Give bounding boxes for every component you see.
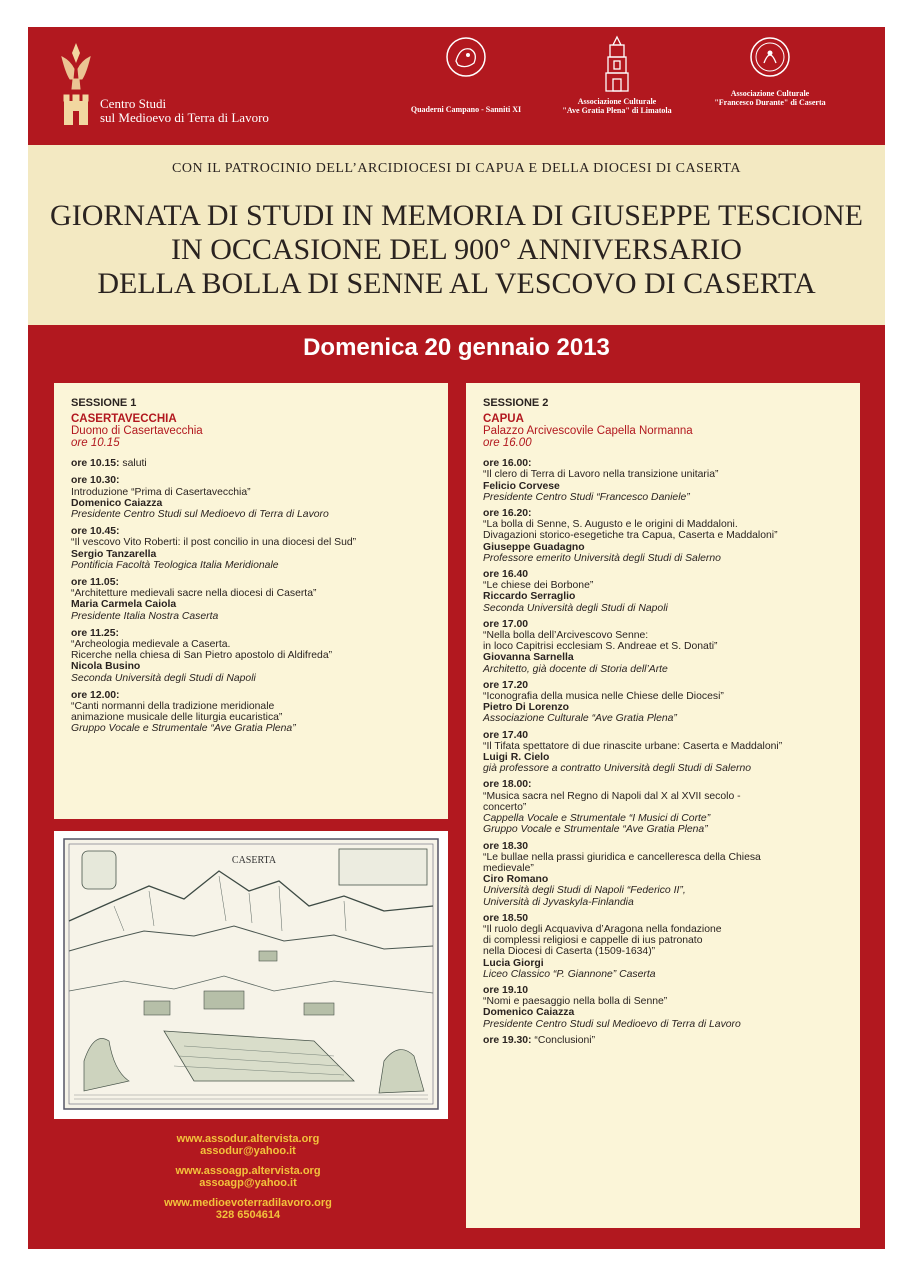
item-time: ore 18.50 bbox=[483, 912, 529, 924]
talk-title-line: in loco Capitrisi ecclesiam S. Andreae et S. Donati” bbox=[483, 641, 718, 653]
program-item bbox=[483, 985, 850, 1030]
session-time: ore 10.15 bbox=[71, 437, 120, 450]
talk-title-line: “Il ruolo degli Acquaviva d’Aragona nella fondazione bbox=[483, 923, 722, 935]
contact-phone: 328 6504614 bbox=[215, 1209, 281, 1221]
program-item bbox=[483, 619, 850, 675]
durante-seal-icon bbox=[748, 35, 792, 79]
session-label: SESSIONE 1 bbox=[71, 397, 137, 409]
speaker-role: Seconda Università degli Studi di Napoli bbox=[483, 602, 668, 614]
org-logo-icon bbox=[56, 39, 96, 129]
poster bbox=[28, 27, 885, 1249]
contact-links bbox=[128, 1133, 368, 1221]
org-name: Centro Studi sul Medioevo di Terra di Lavoro bbox=[100, 96, 269, 125]
talk-title-line: concerto” bbox=[483, 801, 527, 813]
speaker-name: Pietro Di Lorenzo bbox=[483, 702, 570, 714]
speaker-role: Professore emerito Università degli Studi di Salerno bbox=[483, 552, 721, 564]
speaker-name: Felicio Corvese bbox=[483, 480, 560, 492]
program-item bbox=[71, 628, 438, 684]
speaker-role: Cappella Vocale e Strumentale “I Musici di Corte” Gruppo Vocale e Strumentale “Ave Gratia Plena” bbox=[483, 813, 711, 836]
speaker-name: Luigi R. Cielo bbox=[483, 752, 550, 764]
talk-title-line: medievale” bbox=[483, 862, 534, 874]
session-venue: Palazzo Arcivescovile Capella Normanna bbox=[483, 425, 693, 438]
item-time: ore 18.00: bbox=[483, 779, 532, 791]
caserta-engraving-image bbox=[54, 831, 448, 1119]
talk-title-line: “Iconografia della musica nelle Chiese delle Diocesi” bbox=[483, 691, 724, 703]
program-item bbox=[483, 458, 850, 503]
session-1-panel bbox=[54, 383, 448, 819]
speaker-name: Ciro Romano bbox=[483, 874, 549, 886]
speaker-role: Presidente Centro Studi “Francesco Daniele” bbox=[483, 491, 690, 503]
program-item bbox=[483, 680, 850, 725]
speaker-name: Giuseppe Guadagno bbox=[483, 541, 585, 553]
item-time: ore 17.40 bbox=[483, 729, 529, 741]
talk-title-line: di complessi religiosi e cappelle di ius patronato bbox=[483, 935, 703, 947]
talk-title-line: “Musica sacra nel Regno di Napoli dal X al XVII secolo - bbox=[483, 790, 741, 802]
speaker-role: Gruppo Vocale e Strumentale “Ave Gratia Plena” bbox=[71, 723, 296, 735]
speaker-name: Lucia Giorgi bbox=[483, 957, 544, 969]
speaker-role: Associazione Culturale “Ave Gratia Plena” bbox=[483, 713, 677, 725]
link-assodur-email[interactable]: assodur@yahoo.it bbox=[200, 1145, 296, 1157]
talk-title-line: nella Diocesi di Caserta (1509-1634)” bbox=[483, 946, 656, 958]
patrocinio: CON IL PATROCINIO DELL’ARCIDIOCESI DI CAPUA E DELLA DIOCESI DI CASERTA bbox=[172, 161, 741, 176]
program-item bbox=[483, 569, 850, 614]
session-time: ore 16.00 bbox=[483, 437, 532, 450]
program-item bbox=[71, 475, 438, 520]
sponsor-ave-gratia-plena: Associazione Culturale "Ave Gratia Plena" di Limatola bbox=[547, 35, 687, 115]
item-time: ore 19.30: bbox=[483, 1034, 532, 1046]
talk-title-line: “Il vescovo Vito Roberti: il post concilio in una diocesi del Sud” bbox=[71, 537, 357, 549]
speaker-role: Presidente Centro Studi sul Medioevo di Terra di Lavoro bbox=[483, 1018, 741, 1030]
talk-title-line: “Il clero di Terra di Lavoro nella transizione unitaria” bbox=[483, 469, 719, 481]
speaker-name: Domenico Caiazza bbox=[483, 1007, 575, 1019]
program-item bbox=[483, 508, 850, 564]
session-2-content bbox=[483, 398, 850, 1051]
item-time: ore 19.10 bbox=[483, 984, 529, 996]
speaker-name: Maria Carmela Caiola bbox=[71, 599, 177, 611]
talk-title-line: Introduzione “Prima di Casertavecchia” bbox=[71, 486, 251, 498]
link-medioevo-site[interactable]: www.medioevoterradilavoro.org bbox=[164, 1197, 332, 1209]
session-1-program bbox=[71, 458, 438, 734]
program-item bbox=[71, 577, 438, 622]
item-time: ore 16.20: bbox=[483, 508, 532, 520]
talk-title-line: “Nomi e paesaggio nella bolla di Senne” bbox=[483, 996, 668, 1008]
session-1-content bbox=[71, 398, 438, 741]
link-assodur-site[interactable]: www.assodur.altervista.org bbox=[176, 1133, 320, 1145]
sponsor-quaderni: Quaderni Campano - Sanniti XI bbox=[396, 35, 536, 114]
speaker-name: Nicola Busino bbox=[71, 661, 141, 673]
item-time: ore 10.45: bbox=[71, 526, 120, 538]
item-time: ore 11.25: bbox=[71, 627, 119, 639]
speaker-role: Presidente Italia Nostra Caserta bbox=[71, 610, 219, 622]
speaker-role: Presidente Centro Studi sul Medioevo di Terra di Lavoro bbox=[71, 509, 329, 521]
talk-title-line: “Il Tifata spettatore di due rinascite urbane: Caserta e Maddaloni” bbox=[483, 740, 783, 752]
speaker-role: Architetto, già docente di Storia dell’Arte bbox=[483, 663, 668, 675]
session-2-program bbox=[483, 458, 850, 1046]
bell-tower-icon bbox=[602, 35, 632, 93]
talk-title-line: “Le chiese dei Borbone” bbox=[483, 580, 594, 592]
speaker-role: Liceo Classico “P. Giannone” Caserta bbox=[483, 968, 656, 980]
item-time: ore 12.00: bbox=[71, 689, 120, 701]
link-assoagp-email[interactable]: assoagp@yahoo.it bbox=[199, 1177, 297, 1189]
talk-title-line: Divagazioni storico-esegetiche tra Capua, Caserta e Maddaloni” bbox=[483, 530, 778, 542]
program-item bbox=[483, 779, 850, 835]
program-item bbox=[71, 458, 438, 469]
program-item bbox=[483, 1035, 850, 1046]
talk-title-line: “Architetture medievali sacre nella diocesi di Caserta” bbox=[71, 588, 317, 600]
speaker-role: Università degli Studi di Napoli “Federico II”, Università di Jyvaskyla-Finlandia bbox=[483, 885, 686, 908]
item-time: ore 18.30 bbox=[483, 840, 529, 852]
item-time: ore 10.30: bbox=[71, 475, 120, 487]
item-note: saluti bbox=[119, 458, 147, 470]
quaderni-seal-icon bbox=[444, 35, 488, 79]
session-place: CASERTAVECCHIA bbox=[71, 413, 177, 426]
caserta-engraving bbox=[54, 831, 448, 1119]
talk-title-line: “Le bullae nella prassi giuridica e cancelleresca della Chiesa bbox=[483, 851, 761, 863]
talk-title-line: “Nella bolla dell’Arcivescovo Senne: bbox=[483, 630, 649, 642]
item-time: ore 17.00 bbox=[483, 618, 529, 630]
speaker-name: Riccardo Serraglio bbox=[483, 591, 576, 603]
program-item bbox=[71, 690, 438, 735]
item-note: “Conclusioni” bbox=[531, 1034, 596, 1046]
item-time: ore 10.15: bbox=[71, 458, 120, 470]
session-2-panel bbox=[466, 383, 860, 1228]
speaker-name: Sergio Tanzarella bbox=[71, 548, 157, 560]
talk-title-line: “Archeologia medievale a Caserta. bbox=[71, 639, 231, 651]
session-venue: Duomo di Casertavecchia bbox=[71, 425, 203, 438]
item-time: ore 17.20 bbox=[483, 679, 529, 691]
speaker-name: Domenico Caiazza bbox=[71, 497, 163, 509]
program-item bbox=[483, 913, 850, 980]
talk-title-line: Ricerche nella chiesa di San Pietro apostolo di Aldifreda” bbox=[71, 650, 333, 662]
link-assoagp-site[interactable]: www.assoagp.altervista.org bbox=[175, 1165, 321, 1177]
talk-title-line: animazione musicale delle liturgia eucaristica” bbox=[71, 712, 283, 724]
item-time: ore 16.40 bbox=[483, 569, 529, 581]
event-title: GIORNATA DI STUDI IN MEMORIA DI GIUSEPPE TESCIONE IN OCCASIONE DEL 900° ANNIVERSARIO DELLA BOLLA DI SENNE AL VESCOVO DI CASERTA bbox=[50, 199, 863, 300]
sponsor-francesco-durante: Associazione Culturale "Francesco Durante" di Caserta bbox=[700, 35, 840, 107]
talk-title-line: “La bolla di Senne, S. Augusto e le origini di Maddaloni. bbox=[483, 519, 738, 531]
speaker-role: già professore a contratto Università degli Studi di Salerno bbox=[483, 763, 751, 775]
engraving-caption: CASERTA bbox=[231, 855, 277, 866]
speaker-name: Giovanna Sarnella bbox=[483, 652, 574, 664]
program-item bbox=[71, 526, 438, 571]
event-date: Domenica 20 gennaio 2013 bbox=[303, 334, 610, 361]
talk-title-line: “Canti normanni della tradizione meridionale bbox=[71, 701, 275, 713]
item-time: ore 16.00: bbox=[483, 458, 532, 470]
title-band bbox=[28, 145, 885, 325]
session-place: CAPUA bbox=[483, 413, 524, 426]
item-time: ore 11.05: bbox=[71, 577, 119, 589]
program-item bbox=[483, 841, 850, 908]
program-item bbox=[483, 730, 850, 775]
speaker-role: Pontificia Facoltà Teologica Italia Meridionale bbox=[71, 559, 279, 571]
speaker-role: Seconda Università degli Studi di Napoli bbox=[71, 672, 256, 684]
session-label: SESSIONE 2 bbox=[483, 397, 549, 409]
header-band bbox=[28, 27, 885, 145]
